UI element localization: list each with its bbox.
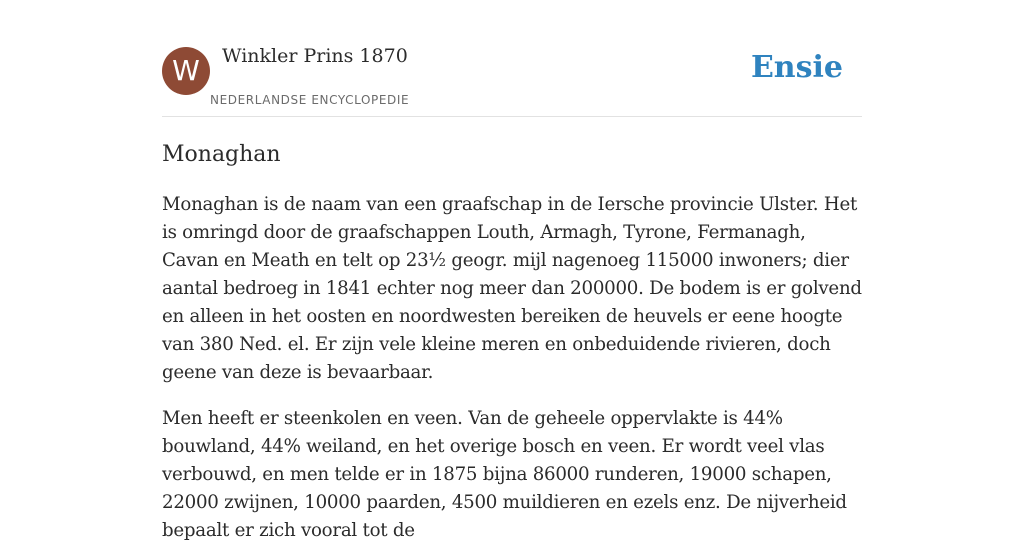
article-paragraph-2: Men heeft er steenkolen en veen. Van de geheele oppervlakte is 44% bouwland, 44% weiland, en het overige bosch en veen. Er wordt veel vlas verbouwd, en men telde er in 1875 bijna 86000 runderen, 19000 schapen, 22000 zwijnen, 10000 paarden, 4500 muildieren en ezels enz. De nijverheid bepaalt er zich vooral tot de xyxy=(162,408,847,541)
ensie-logo[interactable]: Ensie xyxy=(750,50,843,85)
article-paragraph-1: Monaghan is de naam van een graafschap in de Iersche provincie Ulster. Het is omringd door de graafschappen Louth, Armagh, Tyrone, Fermanagh, Cavan en Meath en telt op 23½ geogr. mijl nagenoeg 115000 inwoners; dier aantal bedroeg in 1841 echter nog meer dan 200000. De bodem is er golvend en alleen in het oosten en noordwesten bereiken de heuvels er eene hoogte van 380 Ned. el. Er zijn vele kleine meren en onbeduidende rivieren, doch geene van deze is bevaarbaar. xyxy=(162,194,862,383)
source-subtitle: NEDERLANDSE ENCYCLOPEDIE xyxy=(210,93,410,107)
article-title: Monaghan xyxy=(162,142,281,167)
page-container xyxy=(162,0,862,545)
source-avatar[interactable]: W xyxy=(162,47,210,95)
source-header xyxy=(162,0,862,117)
source-title-link[interactable]: Winkler Prins 1870 xyxy=(222,45,408,67)
